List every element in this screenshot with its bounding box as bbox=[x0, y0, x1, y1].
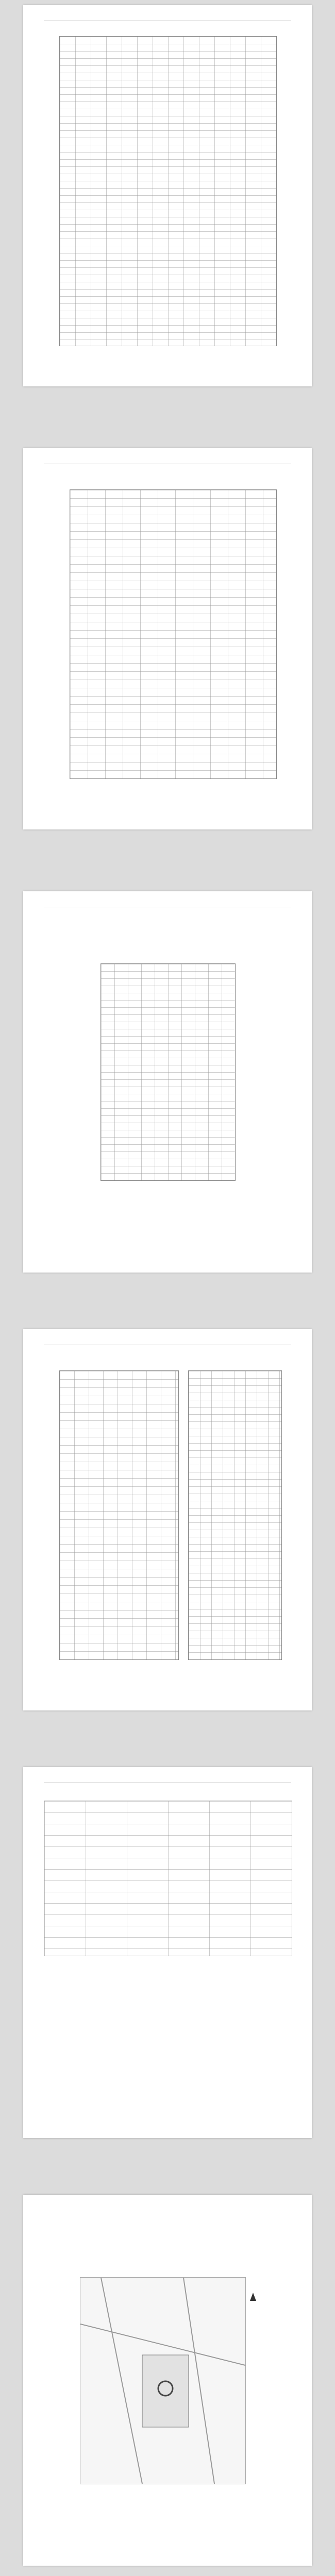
rotated-table-right bbox=[188, 1370, 282, 1660]
rotated-table-left bbox=[59, 1370, 179, 1660]
plant-area bbox=[142, 2355, 189, 2427]
document-page-2 bbox=[23, 448, 312, 829]
table-grid bbox=[70, 490, 276, 778]
table-grid bbox=[44, 1801, 292, 1956]
compass-north-icon bbox=[250, 2293, 256, 2301]
upright-table bbox=[44, 1801, 292, 1956]
table-grid bbox=[189, 1371, 281, 1659]
rotated-table bbox=[70, 489, 277, 779]
document-page-6 bbox=[23, 2195, 312, 2566]
site-map-figure bbox=[80, 2277, 246, 2484]
site-map-drawing bbox=[80, 2278, 245, 2484]
document-page-5 bbox=[23, 1767, 312, 2138]
document-page-1 bbox=[23, 5, 312, 386]
table-grid bbox=[60, 1371, 178, 1659]
document-page-3 bbox=[23, 891, 312, 1273]
document-page-4 bbox=[23, 1329, 312, 1710]
rotated-table bbox=[59, 36, 277, 346]
rotated-table bbox=[100, 963, 236, 1181]
table-grid bbox=[101, 964, 235, 1180]
table-grid bbox=[60, 37, 276, 346]
